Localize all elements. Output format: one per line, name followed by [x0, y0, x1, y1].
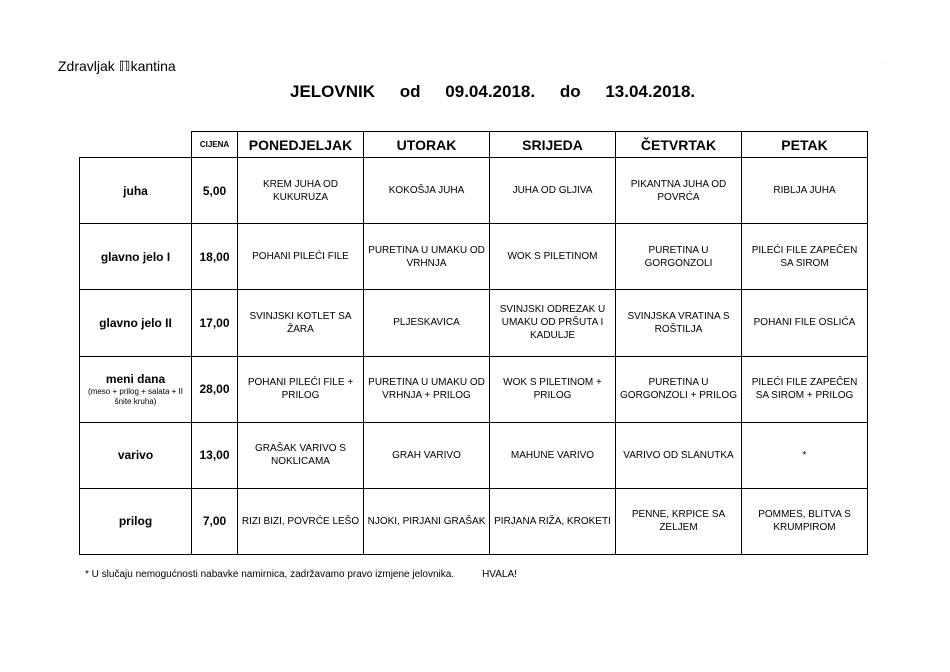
scan-speck: ·: [883, 60, 885, 66]
dish-cell-monday: KREM JUHA OD KUKURUZA: [238, 158, 364, 224]
dish-cell-monday: POHANI PILEĆI FILE + PRILOG: [238, 356, 364, 422]
organization-name: Zdravljak ℿkantina: [58, 58, 176, 74]
title-to-date: 13.04.2018.: [605, 82, 696, 101]
dish-cell-wednesday: WOK S PILETINOM + PRILOG: [490, 356, 616, 422]
menu-row: [80, 224, 868, 290]
dish-cell-friday: PILEĆI FILE ZAPEČEN SA SIROM + PRILOG: [742, 356, 868, 422]
meal-type-label: glavno jelo I: [100, 249, 171, 264]
dish-cell-wednesday: MAHUNE VARIVO: [490, 422, 616, 488]
price-cell: 28,00: [192, 356, 238, 422]
footer: [85, 569, 517, 580]
dish-cell-wednesday: PIRJANA RIŽA, KROKETI: [490, 488, 616, 554]
price-column-header: CIJENA: [192, 132, 238, 158]
price-cell: 18,00: [192, 224, 238, 290]
dish-cell-monday: SVINJSKI KOTLET SA ŽARA: [238, 290, 364, 356]
dish-cell-tuesday: NJOKI, PIRJANI GRAŠAK: [364, 488, 490, 554]
price-cell: 13,00: [192, 422, 238, 488]
price-cell: 7,00: [192, 488, 238, 554]
dish-cell-tuesday: GRAH VARIVO: [364, 422, 490, 488]
title-label: JELOVNIK: [290, 82, 376, 101]
menu-row: [80, 290, 868, 356]
title-from-date: 09.04.2018.: [445, 82, 536, 101]
meal-type-label: prilog: [118, 514, 153, 529]
dish-cell-friday: PILEĆI FILE ZAPEČEN SA SIROM: [742, 224, 868, 290]
dish-cell-friday: POHANI FILE OSLIĆA: [742, 290, 868, 356]
meal-type-cell: [80, 488, 192, 554]
meal-type-label: meni dana: [105, 371, 166, 386]
dish-cell-wednesday: SVINJSKI ODREZAK U UMAKU OD PRŠUTA I KADULJE: [490, 290, 616, 356]
dish-cell-monday: GRAŠAK VARIVO S NOKLICAMA: [238, 422, 364, 488]
meal-type-cell: [80, 356, 192, 422]
dish-cell-monday: RIZI BIZI, POVRĆE LEŠO: [238, 488, 364, 554]
title-from-word: od: [399, 82, 421, 101]
price-cell: 17,00: [192, 290, 238, 356]
day-header-monday: PONEDJELJAK: [238, 132, 364, 158]
meal-type-cell: [80, 158, 192, 224]
dish-cell-tuesday: PURETINA U UMAKU OD VRHNJA: [364, 224, 490, 290]
header-corner: [80, 132, 192, 158]
dish-cell-friday: POMMES, BLITVA S KRUMPIROM: [742, 488, 868, 554]
table-header-row: [80, 132, 868, 158]
menu-row: [80, 488, 868, 554]
weekly-menu-table: [79, 131, 868, 555]
dish-cell-thursday: PENNE, KRPICE SA ZELJEM: [616, 488, 742, 554]
menu-row: [80, 158, 868, 224]
title-to-word: do: [559, 82, 581, 101]
day-header-tuesday: UTORAK: [364, 132, 490, 158]
meal-type-cell: [80, 290, 192, 356]
dish-cell-friday: *: [742, 422, 868, 488]
dish-cell-thursday: PURETINA U GORGONZOLI: [616, 224, 742, 290]
dish-cell-thursday: PURETINA U GORGONZOLI + PRILOG: [616, 356, 742, 422]
dish-cell-thursday: PIKANTNA JUHA OD POVRĆA: [616, 158, 742, 224]
price-cell: 5,00: [192, 158, 238, 224]
dish-cell-friday: RIBLJA JUHA: [742, 158, 868, 224]
dish-cell-monday: POHANI PILEĆI FILE: [238, 224, 364, 290]
dish-cell-tuesday: PLJESKAVICA: [364, 290, 490, 356]
day-header-thursday: ČETVRTAK: [616, 132, 742, 158]
day-header-wednesday: SRIJEDA: [490, 132, 616, 158]
menu-row: [80, 422, 868, 488]
meal-type-label: varivo: [117, 448, 154, 463]
footer-thanks: HVALA!: [482, 569, 517, 580]
dish-cell-wednesday: WOK S PILETINOM: [490, 224, 616, 290]
footer-note: * U slučaju nemogućnosti nabavke namirnica, zadržavamo pravo izmjene jelovnika.: [85, 569, 455, 580]
menu-title: [290, 82, 713, 102]
meal-type-label: glavno jelo II: [99, 315, 172, 330]
dish-cell-wednesday: JUHA OD GLJIVA: [490, 158, 616, 224]
meal-type-label: juha: [123, 183, 148, 198]
day-header-friday: PETAK: [742, 132, 868, 158]
meal-type-note: (meso + prilog + salata + II šnite kruha): [88, 386, 183, 406]
dish-cell-thursday: VARIVO OD SLANUTKA: [616, 422, 742, 488]
meal-type-cell: [80, 224, 192, 290]
dish-cell-tuesday: PURETINA U UMAKU OD VRHNJA + PRILOG: [364, 356, 490, 422]
menu-row: [80, 356, 868, 422]
dish-cell-tuesday: KOKOŠJA JUHA: [364, 158, 490, 224]
dish-cell-thursday: SVINJSKA VRATINA S ROŠTILJA: [616, 290, 742, 356]
meal-type-cell: [80, 422, 192, 488]
